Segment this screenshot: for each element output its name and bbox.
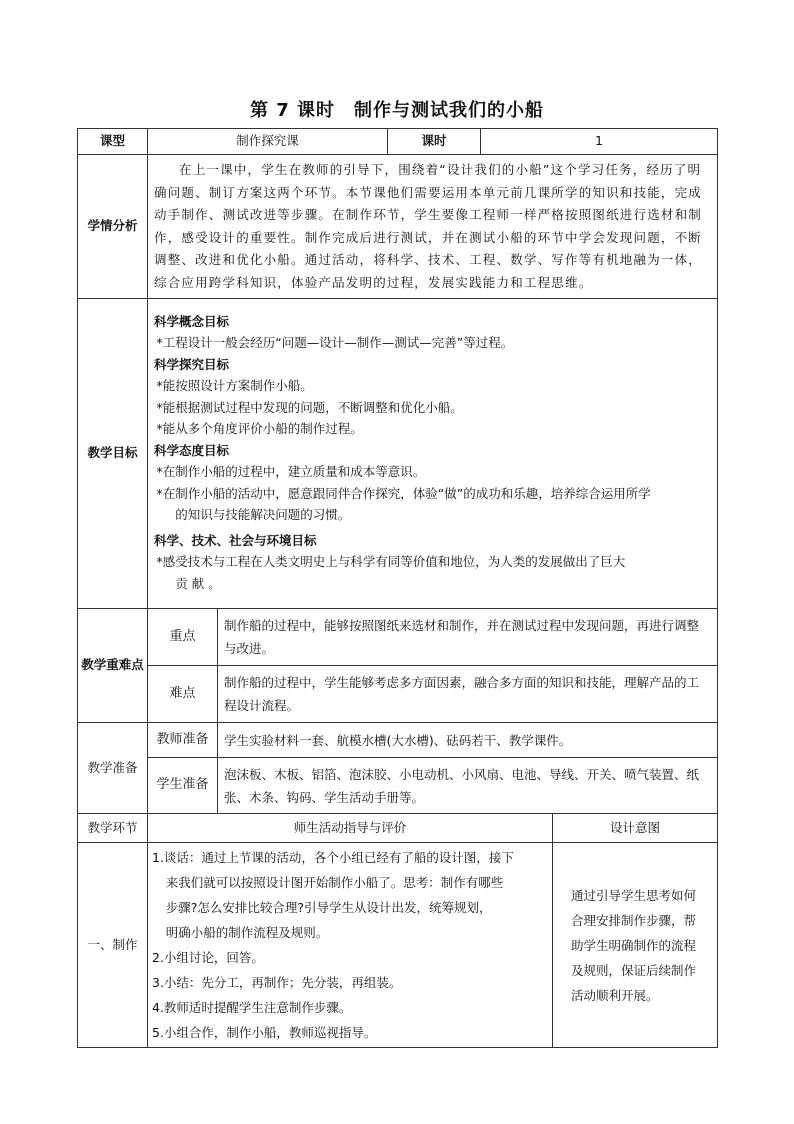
- row-stage-1: [78, 843, 718, 1048]
- stage-1-name: 一、制作: [78, 843, 148, 1048]
- analysis-label: 学情分析: [78, 155, 148, 299]
- attitude-item: *在制作小船的活动中，愿意跟同伴合作探究，体验“做”的成功和乐趣，培养综合运用所学: [156, 485, 651, 501]
- analysis-text: 在上一课中，学生在教师的引导下，围绕着“设计我们的小船”这个学习任务，经历了明确问题、制订方案这两个环节。本节课他们需要运用本单元前几课所学的知识和技能，完成动手制作、测试改进等步骤。在制作环节，学生要像工程师一样严格按照图纸进行选材和制作，感受设计的重要性。制作完成后进行测试，并在测试小船的环节中学会发现问题，不断调整、改进和优化小船。通过活动，将科学、技术、工程、数学、写作等有机地融为一体，综合应用跨学科知识，体验产品发明的过程，发展实践能力和工程思维。: [148, 155, 718, 299]
- stse-heading: 科学、技术、社会与环境目标: [154, 532, 317, 548]
- student-prep-text: 泡沫板、木板、铝箔、泡沫胶、小电动机、小风扇、电池、导线、开关、喷气装置、纸张、木条、钩码、学生活动手册等。: [218, 758, 718, 814]
- activity-step-cont: 步骤?怎么安排比较合理?引导学生从设计出发，统筹规划，: [165, 900, 492, 915]
- lesson-plan-table: [77, 128, 718, 1048]
- difficult-point-label: 难点: [148, 666, 218, 723]
- inquiry-item: *能按照设计方案制作小船。: [156, 378, 313, 394]
- key-points-label: 教学重难点: [78, 609, 148, 723]
- activity-step: 1.谈话：通过上节课的活动，各个小组已经有了船的设计图，接下: [152, 850, 514, 865]
- preparation-label: 教学准备: [78, 723, 148, 814]
- stage-header: 教学环节: [78, 814, 148, 843]
- page-title: 第 7 课时 制作与测试我们的小船: [249, 100, 545, 121]
- attitude-item-cont: 的知识与技能解决问题的习惯。: [175, 507, 351, 523]
- row-process-header: [78, 814, 718, 843]
- activity-step: 2.小组讨论，回答。: [152, 950, 264, 965]
- intent-header: 设计意图: [553, 814, 718, 843]
- key-point-text: 制作船的过程中，能够按照图纸来选材和制作，并在测试过程中发现问题，再进行调整与改进。: [218, 609, 718, 666]
- inquiry-item: *能根据测试过程中发现的问题，不断调整和优化小船。: [156, 399, 463, 415]
- row-key-point: [78, 609, 718, 666]
- stse-item-cont: 贡 献 。: [175, 575, 221, 591]
- teacher-prep-text: 学生实验材料一套、航模水槽(大水槽)、砝码若干、教学课件。: [218, 723, 718, 758]
- activity-step-cont: 来我们就可以按照设计图开始制作小船了。思考：制作有哪些: [165, 875, 504, 890]
- concept-item: *工程设计一般会经历“问题—设计—制作—测试—完善”等过程。: [156, 335, 514, 351]
- activity-step-cont: 明确小船的制作流程及规则。: [165, 925, 329, 940]
- stage-1-activities: [148, 843, 553, 1048]
- stage-1-intent: 通过引导学生思考如何合理安排制作步骤，帮助学生明确制作的流程及规则，保证后续制作活动顺利开展。: [553, 843, 718, 1048]
- stse-item: *感受技术与工程在人类文明史上与科学有同等价值和地位，为人类的发展做出了巨大: [156, 554, 626, 570]
- key-point-label: 重点: [148, 609, 218, 666]
- activity-step: 4.教师适时提醒学生注意制作步骤。: [152, 1000, 352, 1015]
- lesson-type-label: 课型: [78, 129, 148, 155]
- objectives-content: [148, 299, 718, 609]
- lesson-hours-value: 1: [481, 129, 718, 155]
- inquiry-item: *能从多个角度评价小船的制作过程。: [156, 421, 363, 437]
- inquiry-heading: 科学探究目标: [154, 356, 230, 372]
- attitude-heading: 科学态度目标: [154, 442, 230, 458]
- lesson-hours-label: 课时: [388, 129, 481, 155]
- row-difficult-point: [78, 666, 718, 723]
- lesson-type-value: 制作探究课: [148, 129, 388, 155]
- objectives-label: 教学目标: [78, 299, 148, 609]
- teacher-prep-label: 教师准备: [148, 723, 218, 758]
- row-analysis: [78, 155, 718, 299]
- row-objectives: [78, 299, 718, 609]
- activity-step: 3.小结：先分工，再制作；先分装，再组装。: [152, 975, 402, 990]
- row-teacher-prep: [78, 723, 718, 758]
- activity-step: 5.小组合作，制作小船，教师巡视指导。: [152, 1025, 377, 1040]
- activity-header: 师生活动指导与评价: [148, 814, 553, 843]
- row-lesson-type: [78, 129, 718, 155]
- difficult-point-text: 制作船的过程中，学生能够考虑多方面因素，融合多方面的知识和技能，理解产品的工程设计流程。: [218, 666, 718, 723]
- attitude-item: *在制作小船的过程中，建立质量和成本等意识。: [156, 464, 426, 480]
- student-prep-label: 学生准备: [148, 758, 218, 814]
- row-student-prep: [78, 758, 718, 814]
- concept-heading: 科学概念目标: [154, 313, 230, 329]
